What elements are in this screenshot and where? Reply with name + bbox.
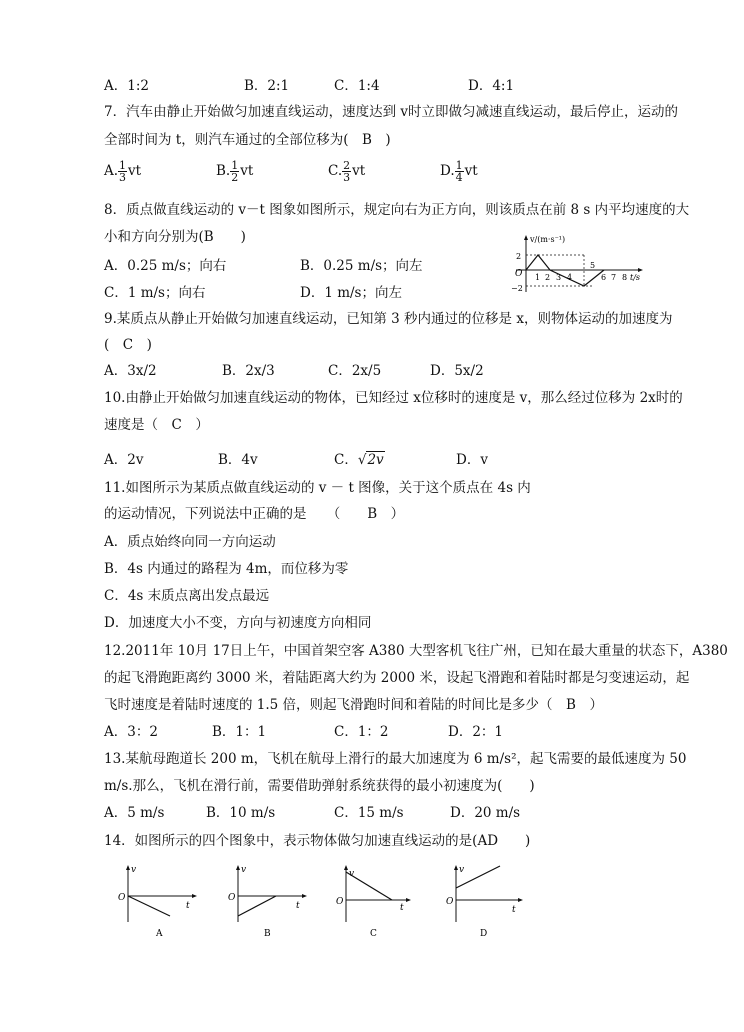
- q8-graph-xtick-6: 6: [601, 273, 607, 282]
- svg-text:t: t: [296, 901, 300, 911]
- q10-stem-line1: 10.由静止开始做匀加速直线运动的物体，已知经过 x位移时的速度是 v，那么经过位移为 2x时的: [104, 390, 683, 406]
- q10-option-c: C．√2v: [334, 452, 384, 468]
- q13-option-a: A．5 m/s: [104, 805, 165, 821]
- q7-stem-line2: 全部时间为 t，则汽车通过的全部位移为( B ): [104, 132, 391, 148]
- q11-option-b: B．4s 内通过的路程为 4m，而位移为零: [104, 561, 349, 577]
- q8-graph-xlabel: t/s: [630, 273, 641, 282]
- svg-text:O: O: [228, 893, 236, 903]
- q14-graph-b-label: B: [264, 929, 271, 939]
- q8-graph-ytick-pos: 2: [516, 252, 522, 261]
- q11-option-a: A．质点始终向同一方向运动: [104, 534, 276, 550]
- svg-text:v: v: [459, 865, 465, 875]
- q12-stem-line3: 飞时速度是着陆时速度的 1.5 倍，则起飞滑跑时间和着陆的时间比是多少（ B ）: [104, 697, 603, 713]
- q11-stem-line2: 的运动情况，下列说法中正确的是 （ B ）: [104, 506, 405, 522]
- q10-sqrt-expression: √2v: [357, 452, 384, 468]
- q9-option-b: B．2x/3: [222, 363, 275, 379]
- q8-graph-xtick-3: 3: [556, 273, 562, 282]
- q14-graph-a-label: A: [156, 929, 163, 939]
- q9-stem-line1: 9.某质点从静止开始做匀加速直线运动，已知第 3 秒内通过的位移是 x，则物体运动的加速度为: [104, 311, 673, 327]
- q8-graph-xtick-2: 2: [545, 273, 551, 282]
- svg-text:t: t: [186, 901, 190, 911]
- q8-option-b: B．0.25 m/s；向左: [300, 258, 423, 274]
- q12-option-d: D．2：1: [448, 724, 504, 740]
- q9-stem-line2: ( C ): [104, 337, 152, 353]
- q8-graph-xtick-5: 5: [590, 261, 596, 270]
- q13-option-d: D．20 m/s: [450, 805, 521, 821]
- q8-stem-line2: 小和方向分别为(B ): [104, 229, 246, 245]
- q9-option-c: C．2x/5: [328, 363, 382, 379]
- svg-text:t: t: [512, 905, 516, 915]
- q14-graph-b: [220, 860, 310, 940]
- q8-option-c: C．1 m/s；向右: [104, 285, 206, 301]
- q6-option-a: A．1:2: [104, 78, 149, 94]
- svg-text:O: O: [446, 897, 454, 907]
- q11-option-d: D．加速度大小不变，方向与初速度方向相同: [104, 615, 372, 631]
- q8-graph-ytick-neg: −2: [511, 284, 523, 293]
- q13-stem-line1: 13.某航母跑道长 200 m，飞机在航母上滑行的最大加速度为 6 m/s²，起飞需要的最低速度为 50: [104, 751, 687, 767]
- q10-option-d: D．v: [456, 452, 488, 468]
- q7-option-b: B. $\frac{1}{2}$ vt: [216, 159, 254, 184]
- q11-stem-line1: 11.如图所示为某质点做直线运动的 v － t 图像，关于这个质点在 4s 内: [104, 480, 531, 496]
- q12-option-b: B．1：1: [212, 724, 267, 740]
- q8-option-a: A．0.25 m/s；向右: [104, 258, 227, 274]
- q13-option-c: C．15 m/s: [334, 805, 404, 821]
- q8-graph-xtick-8: 8: [622, 273, 628, 282]
- q7-option-c: C. $\frac{2}{3}$ vt: [328, 159, 366, 184]
- q8-graph-xtick-7: 7: [611, 273, 617, 282]
- q12-stem-line1: 12.2011年 10月 17日上午，中国首架空客 A380 大型客机飞往广州，已知在最大重量的状态下，A380: [104, 643, 728, 659]
- q10-option-a: A．2v: [104, 452, 144, 468]
- svg-text:v: v: [241, 865, 247, 875]
- q12-option-c: C．1：2: [334, 724, 389, 740]
- q13-stem-line2: m/s.那么，飞机在滑行前，需要借助弹射系统获得的最小初速度为( ): [104, 778, 535, 794]
- q11-option-c: C．4s 末质点离出发点最远: [104, 588, 270, 604]
- q14-graph-d-label: D: [480, 929, 488, 939]
- q13-option-b: B．10 m/s: [206, 805, 276, 821]
- q8-option-d: D．1 m/s；向左: [300, 285, 402, 301]
- q7-option-d: D. $\frac{1}{4}$ vt: [440, 159, 478, 184]
- q14-stem: 14．如图所示的四个图象中，表示物体做匀加速直线运动的是(AD ): [104, 833, 531, 849]
- q7-option-a: A. $\frac{1}{3}$ vt: [104, 159, 142, 184]
- q10-stem-line2: 速度是（ C ）: [104, 417, 209, 433]
- svg-text:O: O: [118, 893, 126, 903]
- q7-stem-line1: 7．汽车由静止开始做匀加速直线运动，速度达到 v时立即做匀减速直线运动，最后停止，运动的: [104, 104, 679, 120]
- svg-text:t: t: [400, 903, 404, 913]
- q8-graph-xtick-4: 4: [567, 273, 573, 282]
- svg-text:O: O: [336, 897, 344, 907]
- q8-graph-xtick-1: 1: [535, 273, 541, 282]
- q12-stem-line2: 的起飞滑跑距离约 3000 米，着陆距离大约为 2000 米，设起飞滑跑和着陆时都是匀变速运动，起: [104, 670, 690, 686]
- q10-option-b: B．4v: [218, 452, 258, 468]
- svg-text:v: v: [349, 869, 355, 879]
- q14-graph-c: [328, 860, 418, 940]
- q14-graph-a: [110, 860, 200, 940]
- q8-vt-graph: [506, 230, 648, 298]
- q9-option-d: D．5x/2: [430, 363, 484, 379]
- q8-graph-origin: O: [515, 269, 523, 279]
- q8-graph-ylabel: v/(m·s⁻¹): [530, 235, 566, 244]
- q14-graph-d: [438, 860, 528, 940]
- q6-option-b: B．2:1: [244, 78, 290, 94]
- svg-text:v: v: [131, 865, 137, 875]
- q12-option-a: A．3：2: [104, 724, 158, 740]
- q8-stem-line1: 8．质点做直线运动的 v－t 图象如图所示，规定向右为正方向，则该质点在前 8 s 内平均速度的大: [104, 202, 690, 218]
- q9-option-a: A．3x/2: [104, 363, 157, 379]
- q6-option-c: C．1:4: [334, 78, 380, 94]
- q6-option-d: D．4:1: [468, 78, 515, 94]
- q14-graph-c-label: C: [370, 929, 377, 939]
